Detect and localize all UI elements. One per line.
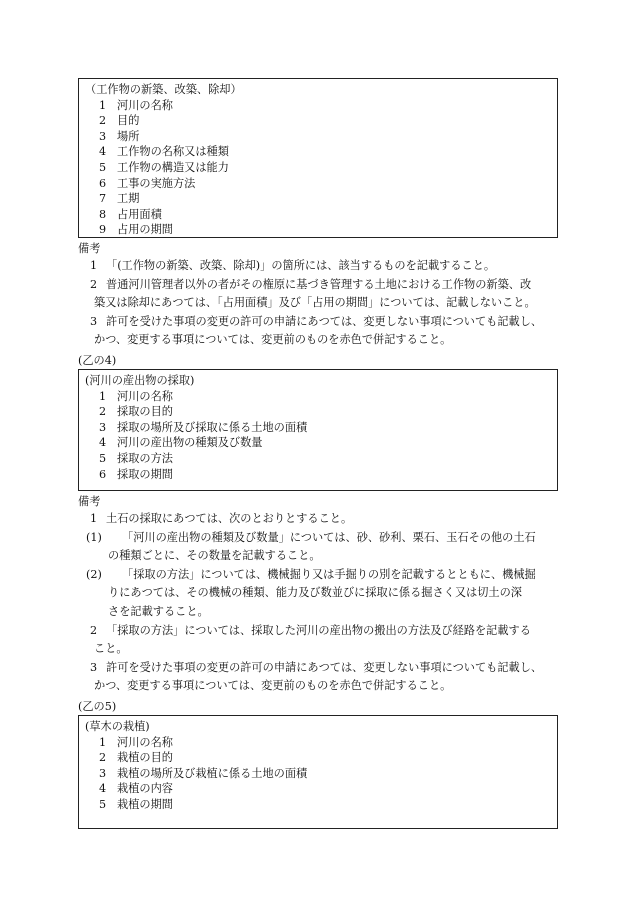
list-item: 3 場所 xyxy=(99,129,140,143)
list-item: 4 工作物の名称又は種類 xyxy=(99,145,229,159)
notes-list xyxy=(78,257,558,350)
box-heading: (河川の産出物の採取) xyxy=(85,373,195,387)
item-list xyxy=(85,98,551,238)
item-list xyxy=(85,389,551,483)
list-item: 9 占用の期間 xyxy=(99,223,173,237)
list-item: 2 目的 xyxy=(99,114,140,128)
list-item: 1 河川の名称 xyxy=(99,98,173,112)
list-item: 5 採取の方法 xyxy=(99,451,173,465)
form-box-extraction xyxy=(78,369,558,491)
box-heading: （工作物の新築、改築、除却） xyxy=(85,83,242,96)
form-box-structure xyxy=(78,78,558,238)
note-item: 3 許可を受けた事項の変更の許可の申請にあつては、変更しない事項についても記載し、 かつ、変更する事項については、変更前のものを赤色で併記すること。 xyxy=(90,314,543,347)
note-item: 2 普通河川管理者以外の者がその権原に基づき管理する土地における工作物の新築、改 築又は除却にあつては、「占用面積」及び「占用の期間」については、記載しないこと。 xyxy=(90,277,536,310)
form-label-4: (乙の4) xyxy=(78,353,117,367)
note-subitem: (1) 「河川の産出物の種類及び数量」については、砂、砂利、栗石、玉石その他の土石 の種類ごとに、その数量を記載すること。 xyxy=(86,530,536,563)
form-box-planting xyxy=(78,715,558,829)
notes-label: 備考 xyxy=(78,242,101,255)
item-list xyxy=(85,735,551,813)
notes-list xyxy=(78,510,558,696)
box-heading: (草木の栽植) xyxy=(85,719,150,733)
list-item: 4 栽植の内容 xyxy=(99,782,173,796)
list-item: 3 採取の場所及び採取に係る土地の面積 xyxy=(99,420,308,434)
list-item: 6 採取の期間 xyxy=(99,467,173,481)
note-item: 3 許可を受けた事項の変更の許可の申請にあつては、変更しない事項についても記載し、 かつ、変更する事項については、変更前のものを赤色で併記すること。 xyxy=(90,660,543,693)
list-item: 2 栽植の目的 xyxy=(99,751,173,765)
note-subitem: (2) 「採取の方法」については、機械掘り又は手掘りの別を記載するとともに、機械掘 りにあつては、その機械の種類、能力及び数並びに採取に係る掘さく又は切土の深 さを記載すること。 xyxy=(86,567,536,618)
list-item: 3 栽植の場所及び栽植に係る土地の面積 xyxy=(99,766,308,780)
note-item: 2 「採取の方法」については、採取した河川の産出物の搬出の方法及び経路を記載する こと。 xyxy=(90,623,531,656)
list-item: 6 工事の実施方法 xyxy=(99,176,196,190)
list-item: 4 河川の産出物の種類及び数量 xyxy=(99,436,263,450)
notes-label: 備考 xyxy=(78,494,101,508)
list-item: 2 採取の目的 xyxy=(99,405,173,419)
note-item: 1 「(工作物の新築、改築、除却)」の箇所には、該当するものを記載すること。 xyxy=(90,259,496,272)
list-item: 8 占用面積 xyxy=(99,207,162,221)
list-item: 1 河川の名称 xyxy=(99,735,173,749)
document-page xyxy=(78,78,558,829)
list-item: 1 河川の名称 xyxy=(99,389,173,403)
list-item: 5 工作物の構造又は能力 xyxy=(99,160,229,174)
list-item: 7 工期 xyxy=(99,192,140,206)
form-label-5: (乙の5) xyxy=(78,699,117,713)
list-item: 5 栽植の期間 xyxy=(99,797,173,811)
note-item: 1 土石の採取にあつては、次のとおりとすること。 xyxy=(90,511,353,525)
